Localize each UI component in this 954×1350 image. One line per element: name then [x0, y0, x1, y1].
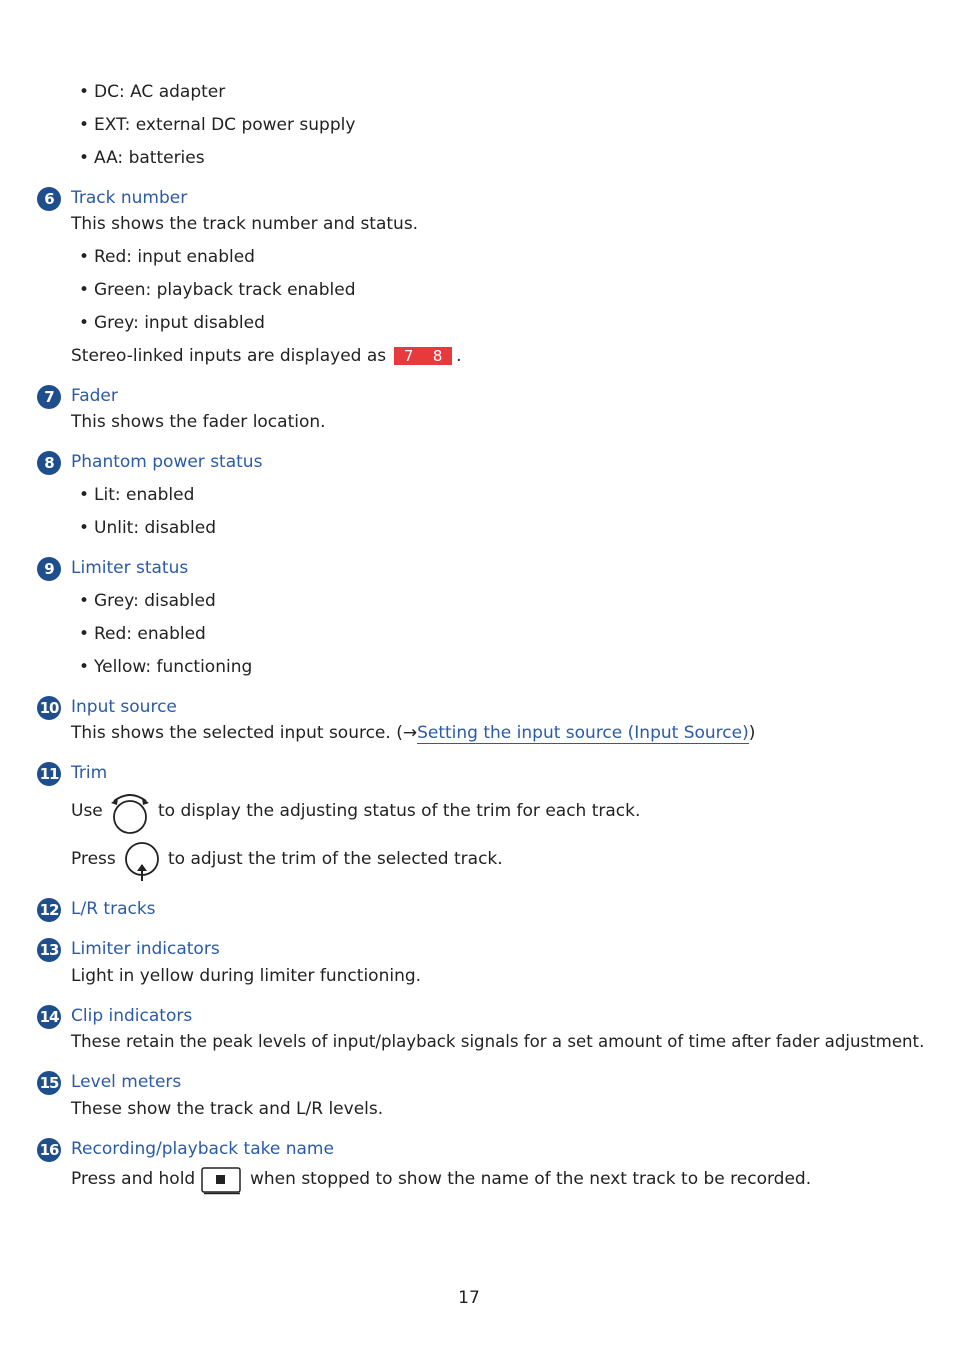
take-name-before: Press and hold — [71, 1169, 196, 1189]
section-number-badge: 8 — [37, 451, 61, 475]
section-number-badge: 7 — [37, 385, 61, 409]
section-number-badge: 12 — [37, 898, 61, 922]
section-description: Light in yellow during limiter functioning. — [71, 966, 422, 986]
trim-press-word: Press — [71, 849, 116, 869]
trim-use-word: Use — [71, 801, 103, 821]
section-number-badge: 13 — [37, 938, 61, 962]
section-description: This shows the track number and status. — [71, 214, 419, 234]
list-item: • DC: AC adapter — [79, 82, 226, 102]
input-source-link[interactable]: Setting the input source (Input Source) — [417, 723, 749, 743]
list-item: • Grey: input disabled — [79, 313, 265, 333]
list-item: • Lit: enabled — [79, 485, 195, 505]
section-number-badge: 9 — [37, 557, 61, 581]
stop-button-icon — [201, 1167, 242, 1195]
stereo-linked-note: Stereo-linked inputs are displayed as 7 8 . — [71, 346, 462, 366]
trim-use-text: to display the adjusting status of the trim for each track. — [158, 801, 641, 821]
page-number: 17 — [458, 1288, 480, 1308]
section-title: L/R tracks — [71, 899, 156, 919]
list-item: • AA: batteries — [79, 148, 205, 168]
section-title: Recording/playback take name — [71, 1139, 334, 1159]
section-title: Track number — [71, 188, 188, 208]
section-description: These show the track and L/R levels. — [71, 1099, 384, 1119]
section-title: Input source — [71, 697, 177, 717]
section-title: Fader — [71, 386, 118, 406]
section-number-badge: 15 — [37, 1071, 61, 1095]
section-title: Clip indicators — [71, 1006, 193, 1026]
section-number-badge: 6 — [37, 187, 61, 211]
section-number-badge: 10 — [37, 696, 61, 720]
section-title: Limiter indicators — [71, 939, 220, 959]
list-item: • Grey: disabled — [79, 591, 216, 611]
list-item: • Green: playback track enabled — [79, 280, 356, 300]
section-title: Phantom power status — [71, 452, 263, 472]
trim-press-text: to adjust the trim of the selected track. — [168, 849, 503, 869]
list-item: • Red: input enabled — [79, 247, 255, 267]
section-title: Limiter status — [71, 558, 189, 578]
list-item: • EXT: external DC power supply — [79, 115, 356, 135]
section-title: Trim — [71, 763, 108, 783]
section-title: Level meters — [71, 1072, 182, 1092]
list-item: • Yellow: functioning — [79, 657, 253, 677]
section-number-badge: 16 — [37, 1138, 61, 1162]
section-number-badge: 14 — [37, 1005, 61, 1029]
section-description: This shows the fader location. — [71, 412, 326, 432]
list-item: • Unlit: disabled — [79, 518, 217, 538]
knob-rotate-icon — [109, 791, 151, 837]
knob-press-icon — [122, 840, 162, 882]
stereo-linked-track-chip: 7 8 — [394, 347, 452, 365]
section-number-badge: 11 — [37, 762, 61, 786]
take-name-after: when stopped to show the name of the next track to be recorded. — [250, 1169, 812, 1189]
section-description: These retain the peak levels of input/playback signals for a set amount of time after fader adjustment. — [71, 1032, 925, 1051]
list-item: • Red: enabled — [79, 624, 206, 644]
section-description: This shows the selected input source. (→Setting the input source (Input Source)) — [71, 723, 756, 743]
